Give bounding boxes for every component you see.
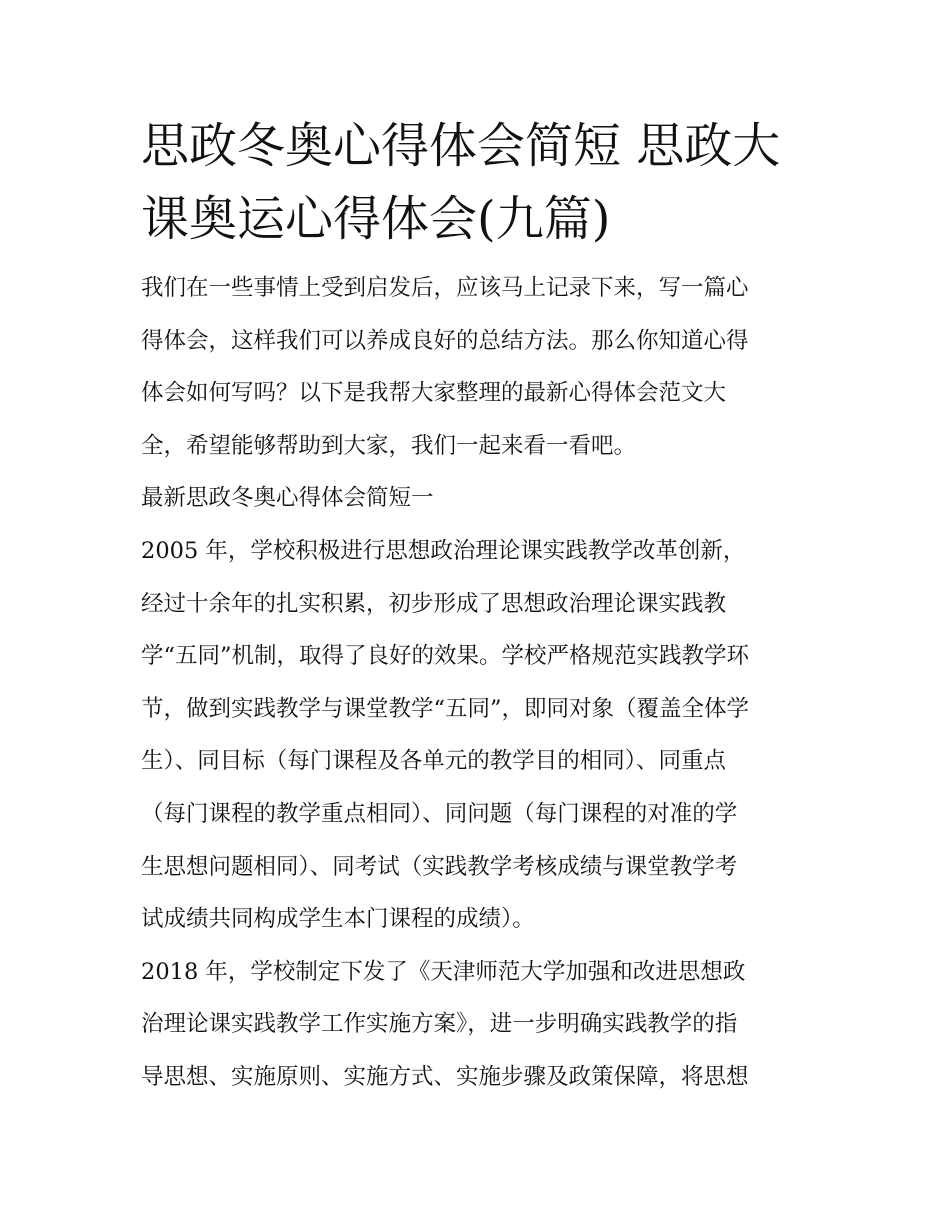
title-line-2: 课奥运心得体会(九篇) bbox=[141, 191, 611, 247]
para2-line-2: 治理论课实践教学工作实施方案》，进一步明确实践教学的指 bbox=[141, 1011, 738, 1038]
para2-line-1: 2018 年，学校制定下发了《天津师范大学加强和改进思想政 bbox=[141, 958, 746, 985]
intro-line-1: 我们在一些事情上受到启发后，应该马上记录下来，写一篇心 bbox=[141, 275, 749, 301]
intro-line-3: 体会如何写吗？以下是我帮大家整理的最新心得体会范文大 bbox=[141, 380, 727, 407]
intro-line-2: 得体会，这样我们可以养成良好的总结方法。那么你知道心得 bbox=[141, 327, 749, 354]
section-heading: 最新思政冬奥心得体会简短一 bbox=[141, 485, 434, 512]
title-line-1: 思政冬奥心得体会简短 思政大 bbox=[141, 118, 781, 174]
intro-paragraph bbox=[141, 262, 813, 472]
para1-line-7: 生思想问题相同）、同考试（实践教学考核成绩与课堂教学考 bbox=[141, 853, 738, 880]
para1-line-6: （每门课程的教学重点相同）、同问题（每门课程的对准的学 bbox=[141, 800, 738, 827]
para1-line-5: 生）、同目标（每门课程及各单元的教学目的相同）、同重点 bbox=[141, 748, 727, 775]
para2-line-3: 导思想、实施原则、实施方式、实施步骤及政策保障，将思想 bbox=[141, 1063, 749, 1090]
document-title bbox=[141, 110, 813, 256]
para1-line-1: 2005 年，学校积极进行思想政治理论课实践教学改革创新， bbox=[141, 537, 746, 564]
intro-line-4: 全，希望能够帮助到大家，我们一起来看一看吧。 bbox=[141, 432, 637, 459]
document-content bbox=[141, 110, 813, 1104]
paragraph-2005 bbox=[141, 525, 813, 946]
para1-line-4: 节，做到实践教学与课堂教学“五同”，即同对象（覆盖全体学 bbox=[141, 695, 750, 722]
para1-line-8: 试成绩共同构成学生本门课程的成绩）。 bbox=[141, 906, 535, 933]
para1-line-2: 经过十余年的扎实积累，初步形成了思想政治理论课实践教 bbox=[141, 590, 727, 617]
paragraph-2018 bbox=[141, 946, 813, 1104]
para1-line-3: 学“五同”机制，取得了良好的效果。学校严格规范实践教学环 bbox=[141, 643, 750, 670]
